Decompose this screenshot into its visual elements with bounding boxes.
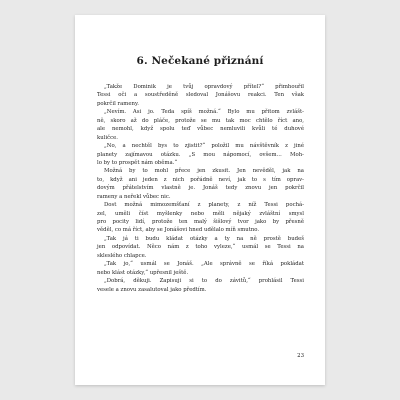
book-page <box>75 15 325 385</box>
text-line: „No, a nechtěl bys to zjistit?“ položil mu návštěvník z jiné <box>104 143 304 150</box>
text-line: „Takže Dominik je tvůj opravdový přítel?“ přimhouřil <box>104 84 304 90</box>
paragraph <box>97 83 304 108</box>
text-line: jen odpovídat. Něco nám z toho vyleze,“ usmál se Tessi na <box>97 244 304 251</box>
text-line: dovým přátelstvím vlastně je. Jonáš tedy znovu jen pokrčil <box>97 185 304 192</box>
text-line: planety zajímavou otázku. „S mou nápomocí, ovšem… Moh- <box>97 151 304 158</box>
text-line: pokrčil rameny. <box>97 100 139 107</box>
paragraph <box>97 108 304 142</box>
text-line: ně, skoro až do pláče, protože se mu tak moc chtělo říct ano, <box>97 117 304 124</box>
text-line: „Nevím. Asi jo. Teda spíš možná.“ Bylo mu přitom zvlášt- <box>104 109 304 116</box>
text-line: ale nemohl, když spolu teď vůbec nemluvili kvůli té duhové <box>97 126 304 133</box>
page-number: 23 <box>297 353 304 359</box>
text-line: věděl, co má říct, aby se Jonášovi hned udělalo míň smutno. <box>97 227 260 234</box>
text-line: to, když ani jeden z nich pořádně neví, jak to s tím oprav- <box>97 176 304 183</box>
paragraph <box>97 142 304 167</box>
paragraph <box>97 235 304 260</box>
text-line: lo by to prospět nám oběma.“ <box>97 159 178 166</box>
text-line: „Tak jo,“ usmál se Jonáš. „Ale správně se říká pokládat <box>104 261 304 268</box>
paragraph <box>97 167 304 201</box>
chapter-title: 6. Nečekané přiznání <box>136 55 264 67</box>
text-line: rameny a neřekl vůbec nic. <box>97 193 171 200</box>
text-line: „Dobrá, děkuji. Zapisuji si to do závitů,“ prohlásil Tessi <box>104 278 304 285</box>
text-line: nebo klást otázky,“ upřesnil ještě. <box>97 269 189 276</box>
text-line: Možná by to mohl přece jen zkusit. Jen nevěděl, jak na <box>104 168 304 175</box>
text-line: Dost možná mimozemšťaní z planety, z níž Tessi pochá- <box>104 202 304 209</box>
text-line: Tessi oči a soustředěně sledoval Jonášovu reakci. Ten však <box>97 92 304 99</box>
text-line: pro pocity lidí, protože ten malý šišlový tvor jako by přesně <box>97 219 304 225</box>
text-line: zel, uměli číst myšlenky nebo měli nějaký zvláštní smysl <box>97 210 304 217</box>
text-line: vesele a znovu zasalutoval jako předtím. <box>97 286 207 293</box>
paragraph <box>97 277 304 294</box>
text-line: kuličce. <box>97 134 118 141</box>
text-line: skleslého chlapce. <box>97 252 147 259</box>
text-line: „Tak já ti budu kládat otázky a ty na ně prostě budeš <box>104 235 304 242</box>
paragraph <box>97 201 304 235</box>
body-text <box>97 83 304 294</box>
paragraph <box>97 260 304 277</box>
